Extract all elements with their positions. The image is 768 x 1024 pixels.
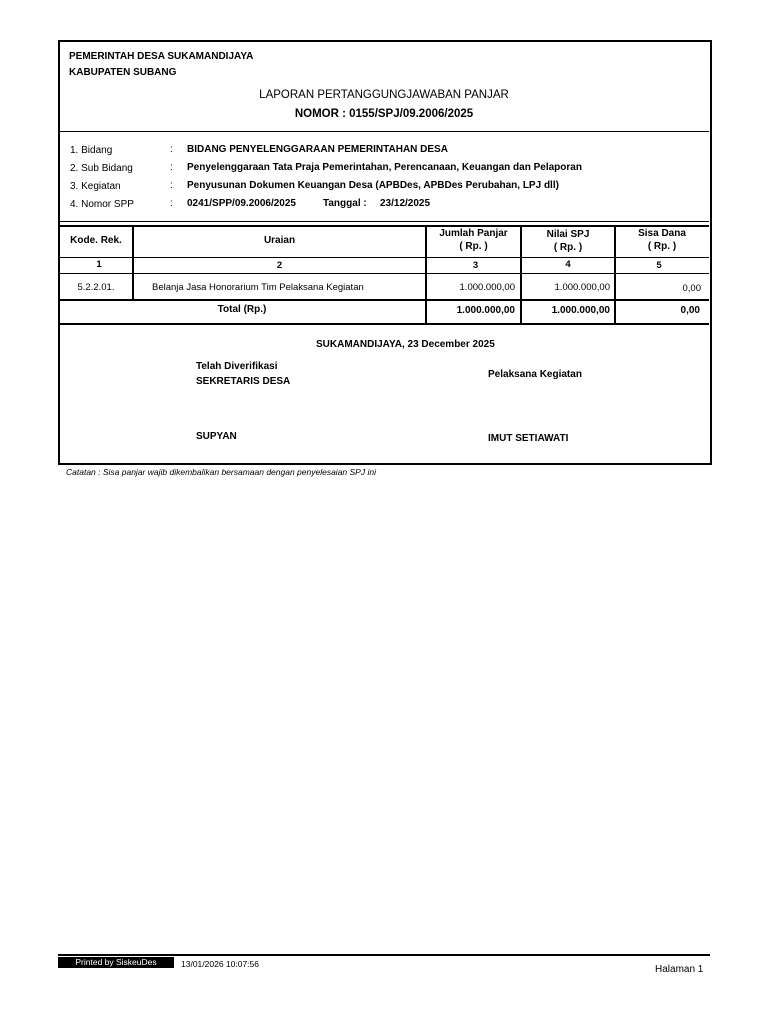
row-nilai: 1.000.000,00	[554, 282, 610, 293]
secretary-name: SUPYAN	[196, 431, 237, 442]
executor-name: IMUT SETIAWATI	[488, 433, 569, 444]
footer-line	[58, 954, 710, 956]
header-uraian: Uraian	[263, 235, 296, 246]
place-date: SUKAMANDIJAYA, 23 December 2025	[316, 339, 495, 350]
header-nilai-line2: ( Rp. )	[553, 242, 583, 253]
table-total-line	[59, 323, 709, 325]
info-sep: :	[170, 198, 173, 209]
row-sisa: 0,00	[682, 283, 701, 294]
row-uraian: Belanja Jasa Honorarium Tim Pelaksana Kegiatan	[152, 282, 364, 293]
org-regency: KABUPATEN SUBANG	[69, 67, 177, 78]
info-sep: :	[170, 144, 173, 155]
table-top-line	[59, 225, 709, 227]
table-top-line	[59, 221, 709, 222]
info-label-nomor-spp: 4. Nomor SPP	[70, 199, 134, 210]
header-sisa-line1: Sisa Dana	[638, 228, 686, 239]
info-label-bidang: 1. Bidang	[70, 145, 113, 156]
page-number: Halaman 1	[655, 964, 704, 975]
col-number: 3	[472, 260, 479, 271]
info-sep: :	[170, 180, 173, 191]
header-jumlah-line1: Jumlah Panjar	[439, 228, 508, 239]
table-header-line	[59, 257, 709, 258]
verified-label: Telah Diverifikasi	[196, 361, 278, 372]
col-number: 1	[96, 259, 102, 270]
header-nilai-line1: Nilai SPJ	[546, 229, 590, 240]
report-number: NOMOR : 0155/SPJ/09.2006/2025	[294, 108, 474, 120]
info-value-sub-bidang: Penyelenggaraan Tata Praja Pemerintahan, Perencanaan, Keuangan dan Pelaporan	[187, 162, 582, 173]
print-timestamp: 13/01/2026 10:07:56	[181, 959, 259, 969]
info-date-label: Tanggal :	[323, 198, 367, 209]
table-number-line	[59, 273, 709, 274]
printed-by-badge: Printed by SiskeuDes	[58, 957, 174, 968]
col-number: 2	[276, 260, 283, 271]
row-kode: 5.2.2.01.	[77, 282, 115, 293]
col-number: 5	[656, 260, 662, 271]
header-jumlah-line2: ( Rp. )	[459, 241, 488, 252]
info-label-sub-bidang: 2. Sub Bidang	[70, 163, 133, 174]
header-kode: Kode. Rek.	[70, 235, 122, 246]
info-value-nomor-spp: 0241/SPP/09.2006/2025	[187, 198, 296, 209]
total-label: Total (Rp.)	[217, 304, 267, 315]
org-name: PEMERINTAH DESA SUKAMANDIJAYA	[69, 51, 254, 62]
info-value-kegiatan: Penyusunan Dokumen Keuangan Desa (APBDes, APBDes Perubahan, LPJ dll)	[187, 180, 559, 191]
note: Catatan : Sisa panjar wajib dikembalikan bersamaan dengan penyelesaian SPJ ini	[66, 467, 376, 477]
row-jumlah: 1.000.000,00	[459, 282, 515, 293]
total-nilai: 1.000.000,00	[551, 305, 610, 316]
info-sep: :	[170, 162, 173, 173]
executor-title: Pelaksana Kegiatan	[488, 369, 582, 380]
info-value-bidang: BIDANG PENYELENGGARAAN PEMERINTAHAN DESA	[187, 144, 448, 155]
info-date-value: 23/12/2025	[380, 198, 431, 209]
col-number: 4	[565, 259, 571, 270]
report-title: LAPORAN PERTANGGUNGJAWABAN PANJAR	[259, 89, 509, 101]
table-row-line	[59, 299, 709, 301]
total-jumlah: 1.000.000,00	[456, 305, 515, 316]
secretary-title: SEKRETARIS DESA	[196, 376, 291, 387]
header-sisa-line2: ( Rp. )	[647, 241, 677, 252]
divider	[59, 131, 709, 132]
total-sisa: 0,00	[680, 305, 700, 316]
info-label-kegiatan: 3. Kegiatan	[70, 181, 121, 192]
